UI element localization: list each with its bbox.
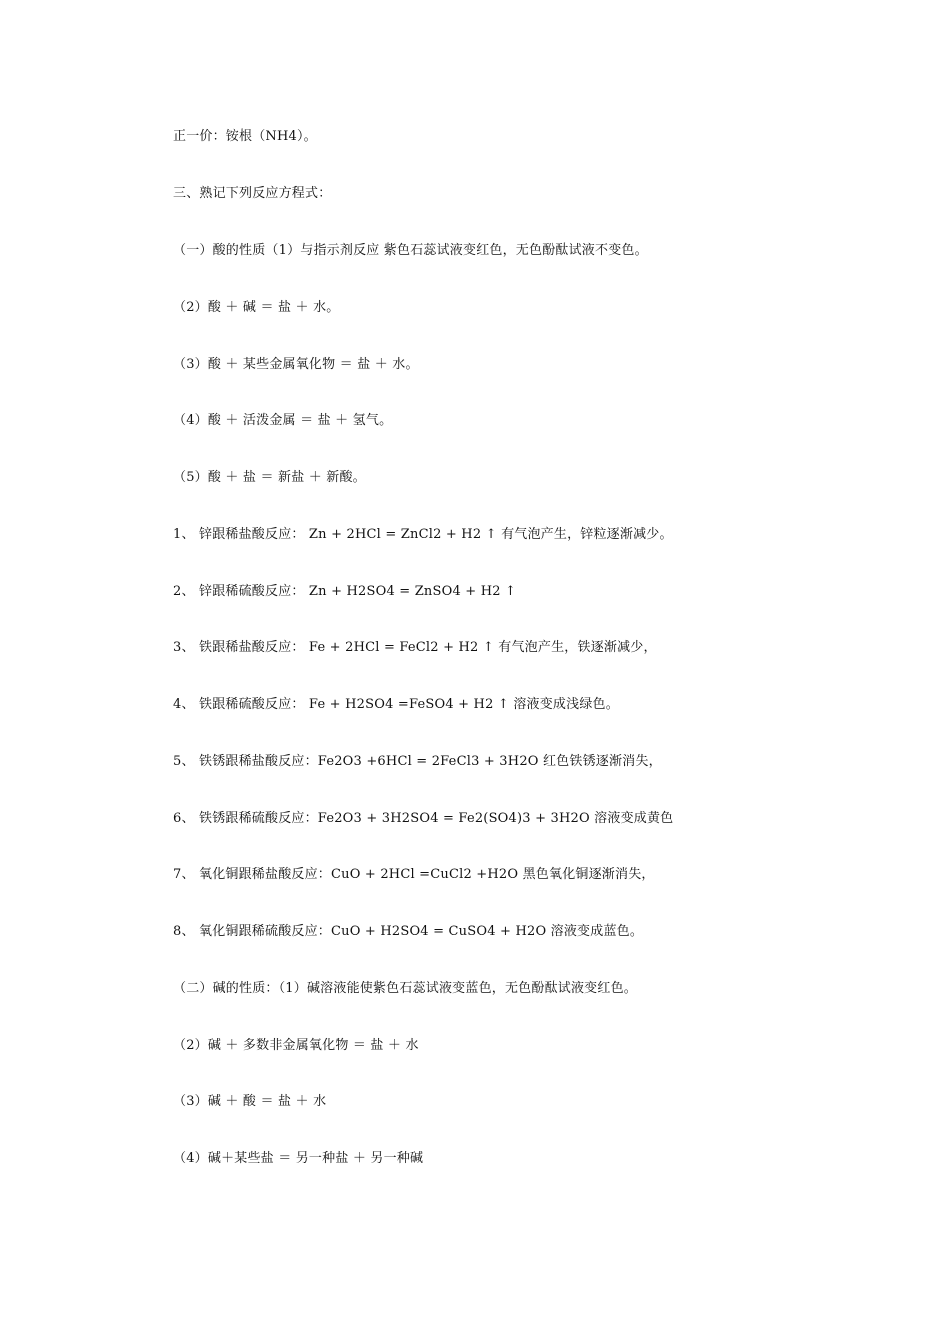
base-properties-line: （二）碱的性质：（1）碱溶液能使紫色石蕊试液变蓝色，无色酚酞试液变红色。 [173, 981, 637, 996]
base-rule-2: （2）碱 ＋ 多数非金属氧化物 ＝ 盐 ＋ 水 [173, 1038, 419, 1053]
acid-properties-line: （一）酸的性质（1）与指示剂反应 紫色石蕊试液变红色，无色酚酞试液不变色。 [173, 243, 648, 258]
text-line-valence: 正一价：铵根（NH4）。 [173, 129, 317, 144]
reaction-7: 7、 氧化铜跟稀盐酸反应：CuO + 2HCl =CuCl2 +H2O 黑色氧化铜逐渐消失， [173, 867, 655, 882]
base-rule-4: （4）碱＋某些盐 ＝ 另一种盐 ＋ 另一种碱 [173, 1151, 424, 1166]
reaction-2: 2、 锌跟稀硫酸反应： Zn + H2SO4 = ZnSO4 + H2 ↑ [173, 584, 517, 599]
acid-rule-4: （4）酸 ＋ 活泼金属 ＝ 盐 ＋ 氢气。 [173, 413, 393, 428]
base-rule-3: （3）碱 ＋ 酸 ＝ 盐 ＋ 水 [173, 1094, 327, 1109]
reaction-5: 5、 铁锈跟稀盐酸反应：Fe2O3 +6HCl = 2FeCl3 + 3H2O 红色铁锈逐渐消失， [173, 754, 662, 769]
acid-rule-5: （5）酸 ＋ 盐 ＝ 新盐 ＋ 新酸。 [173, 470, 366, 485]
reaction-3: 3、 铁跟稀盐酸反应： Fe + 2HCl = FeCl2 + H2 ↑ 有气泡产生，铁逐渐减少， [173, 640, 657, 655]
acid-rule-2: （2）酸 ＋ 碱 ＝ 盐 ＋ 水。 [173, 300, 340, 315]
acid-rule-3: （3）酸 ＋ 某些金属氧化物 ＝ 盐 ＋ 水。 [173, 357, 419, 372]
reaction-1: 1、 锌跟稀盐酸反应： Zn + 2HCl = ZnCl2 + H2 ↑ 有气泡产生，锌粒逐渐减少。 [173, 527, 673, 542]
section-heading: 三、熟记下列反应方程式： [173, 186, 332, 201]
reaction-4: 4、 铁跟稀硫酸反应： Fe + H2SO4 =FeSO4 + H2 ↑ 溶液变成浅绿色。 [173, 697, 619, 712]
reaction-6: 6、 铁锈跟稀硫酸反应：Fe2O3 + 3H2SO4 = Fe2(SO4)3 + 3H2O 溶液变成黄色 [173, 811, 674, 826]
reaction-8: 8、 氧化铜跟稀硫酸反应：CuO + H2SO4 = CuSO4 + H2O 溶液变成蓝色。 [173, 924, 644, 939]
